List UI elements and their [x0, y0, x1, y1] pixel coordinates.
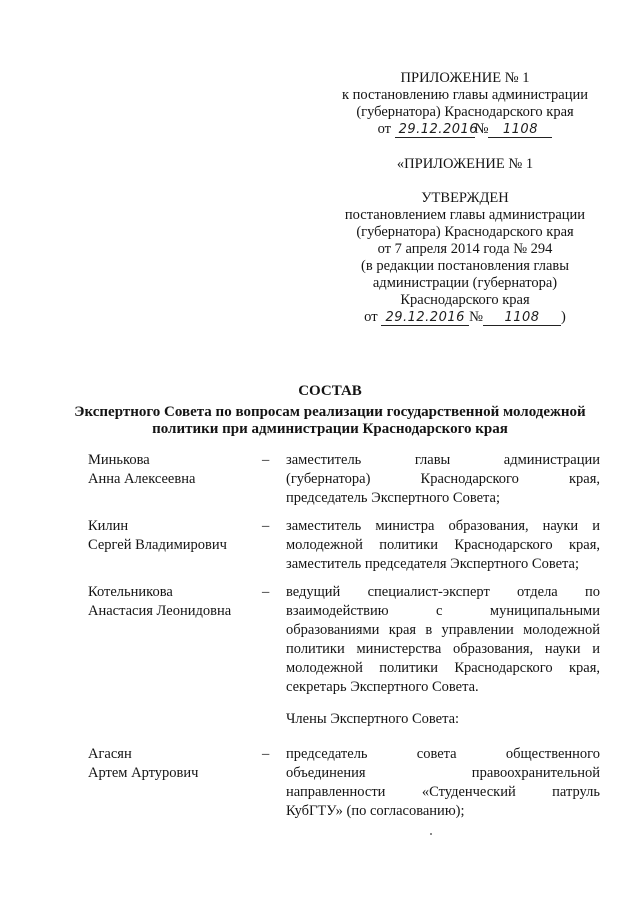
ot-label: от: [377, 121, 391, 137]
member-dash: –: [262, 746, 270, 762]
member-surname: Минькова: [88, 452, 150, 468]
handwritten-date: 29.12.2016: [395, 123, 475, 138]
handwritten-number: 1108: [483, 311, 561, 326]
scan-speck: [430, 833, 432, 835]
document-title: СОСТАВ: [298, 383, 362, 399]
number-sign: №: [474, 121, 489, 137]
member-name: [88, 451, 258, 489]
description-line: председатель совета общественного: [286, 746, 600, 762]
description-line: молодежной политики Краснодарского края,: [286, 537, 600, 553]
ot-label: от: [364, 309, 378, 325]
member-surname: Килин: [88, 518, 129, 534]
document-subtitle: политики при администрации Краснодарского края: [152, 421, 508, 437]
member-surname: Агасян: [88, 746, 132, 762]
description-line: молодежной политики Краснодарского края,: [286, 660, 600, 676]
member-given-name: Сергей Владимирович: [88, 537, 227, 553]
appendix-date-line: [330, 121, 600, 138]
handwritten-number: 1108: [488, 123, 552, 138]
appendix-header: [330, 70, 600, 138]
number-sign: №: [469, 309, 484, 325]
member-given-name: Анастасия Леонидовна: [88, 603, 232, 619]
members-heading: Члены Экспертного Совета:: [286, 711, 460, 727]
member-description: [286, 451, 600, 508]
approved-line: Краснодарского края: [400, 292, 530, 308]
description-line: заместитель председателя Экспертного Совета;: [286, 556, 579, 572]
description-line: заместитель главы администрации: [286, 452, 600, 468]
closing-paren: ): [561, 309, 566, 325]
description-line: ведущий специалист-эксперт отдела по: [286, 584, 600, 600]
appendix-line: к постановлению главы администрации: [341, 87, 589, 103]
description-line: (губернатора) Краснодарского края,: [286, 471, 600, 487]
member-dash: –: [262, 584, 270, 600]
document-subtitle: Экспертного Совета по вопросам реализации государственной молодежной: [74, 403, 586, 420]
approved-appendix-title: «ПРИЛОЖЕНИЕ № 1: [396, 156, 534, 172]
description-line: образованиями края в управлении молодежной: [286, 622, 600, 638]
member-dash: –: [262, 518, 270, 534]
member-name: [88, 583, 258, 621]
member-name: [88, 517, 258, 555]
member-description: [286, 517, 600, 574]
description-line: взаимодействию с муниципальными: [286, 603, 600, 619]
member-description: [286, 745, 600, 821]
description-line: политики министерства образования, науки и: [286, 641, 600, 657]
member-surname: Котельникова: [88, 584, 173, 600]
handwritten-date: 29.12.2016: [381, 311, 469, 326]
appendix-line: (губернатора) Краснодарского края: [356, 104, 574, 120]
member-name: [88, 745, 258, 783]
approved-line: (губернатора) Краснодарского края: [356, 224, 574, 240]
description-line: КубГТУ» (по согласованию);: [286, 803, 465, 819]
approved-line: от 7 апреля 2014 года № 294: [377, 241, 553, 257]
description-line: секретарь Экспертного Совета.: [286, 679, 479, 695]
description-line: заместитель министра образования, науки и: [286, 518, 600, 534]
approved-line: администрации (губернатора): [372, 275, 558, 291]
member-given-name: Артем Артурович: [88, 765, 199, 781]
approved-line: (в редакции постановления главы: [361, 258, 569, 274]
description-line: председатель Экспертного Совета;: [286, 490, 501, 506]
approved-line: постановлением главы администрации: [344, 207, 586, 223]
description-line: объединения правоохранительной: [286, 765, 600, 781]
appendix-title: ПРИЛОЖЕНИЕ № 1: [400, 70, 530, 86]
member-given-name: Анна Алексеевна: [88, 471, 196, 487]
member-description: [286, 583, 600, 697]
document-title-block: [50, 383, 610, 439]
member-dash: –: [262, 452, 270, 468]
approved-word: УТВЕРЖДЕН: [421, 190, 509, 206]
description-line: направленности «Студенческий патруль: [286, 784, 600, 800]
approved-date-line: [330, 309, 600, 326]
approved-block: [330, 156, 600, 326]
